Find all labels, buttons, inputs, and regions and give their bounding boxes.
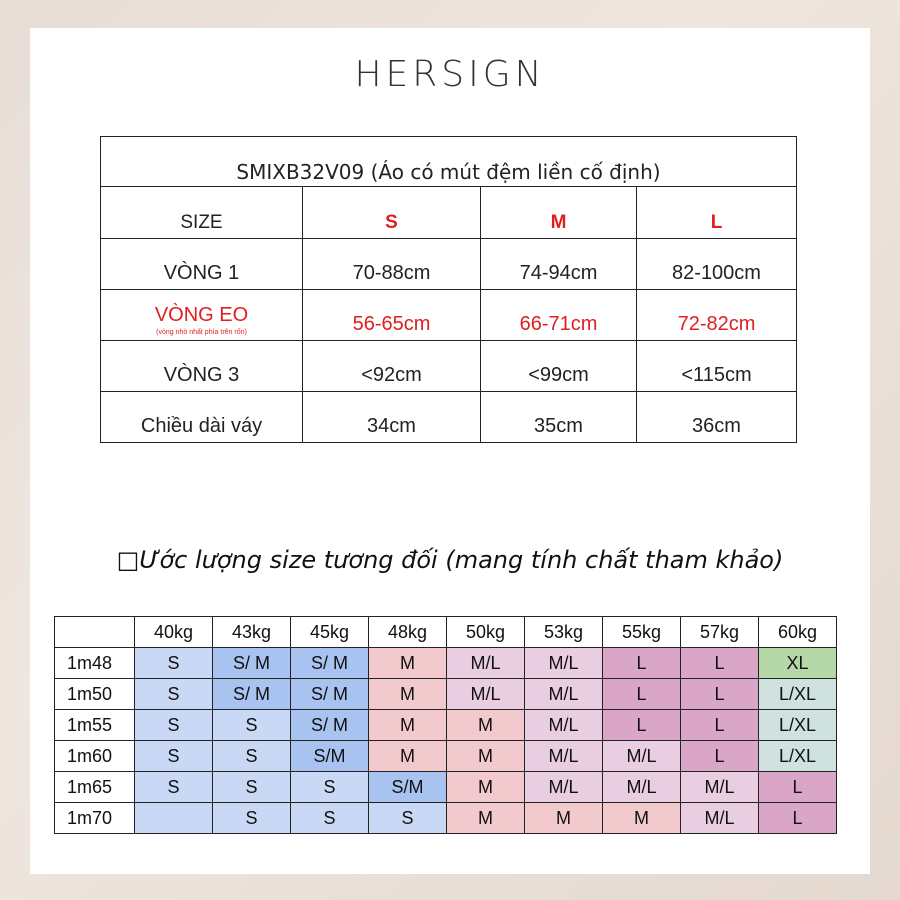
waist-label: VÒNG EO bbox=[154, 304, 249, 326]
size-estimate-cell: M bbox=[447, 741, 525, 772]
size-estimate-cell: S/M bbox=[291, 741, 369, 772]
size-header-l: L bbox=[637, 187, 797, 239]
weight-header: 55kg bbox=[603, 617, 681, 648]
size-estimate-cell: M bbox=[369, 710, 447, 741]
estimate-row bbox=[55, 741, 837, 772]
product-title: SMIXB32V09 (Áo có mút đệm liền cố định) bbox=[101, 137, 797, 187]
size-estimate-cell: S/ M bbox=[291, 679, 369, 710]
size-estimate-cell: M bbox=[369, 648, 447, 679]
size-estimate-cell: XL bbox=[759, 648, 837, 679]
size-estimate-cell: S bbox=[369, 803, 447, 834]
height-label: 1m70 bbox=[55, 803, 135, 834]
estimate-row bbox=[55, 710, 837, 741]
estimate-table bbox=[54, 616, 837, 834]
measure-value: 74-94cm bbox=[481, 239, 637, 290]
weight-header: 40kg bbox=[135, 617, 213, 648]
size-estimate-cell: L bbox=[759, 803, 837, 834]
size-header-label: SIZE bbox=[101, 187, 303, 239]
measure-label: VÒNG 3 bbox=[101, 341, 303, 392]
measure-value: <99cm bbox=[481, 341, 637, 392]
estimate-row bbox=[55, 772, 837, 803]
size-estimate-cell: M/L bbox=[525, 648, 603, 679]
height-label: 1m65 bbox=[55, 772, 135, 803]
size-estimate-cell: M bbox=[603, 803, 681, 834]
size-estimate-cell: L/XL bbox=[759, 679, 837, 710]
waist-note: (vòng nhỏ nhất phía trên rốn) bbox=[156, 329, 247, 336]
estimate-row bbox=[55, 648, 837, 679]
height-label: 1m55 bbox=[55, 710, 135, 741]
size-estimate-cell: S bbox=[291, 772, 369, 803]
size-estimate-cell: L bbox=[603, 710, 681, 741]
weight-header: 48kg bbox=[369, 617, 447, 648]
estimate-row bbox=[55, 803, 837, 834]
size-estimate-cell: L bbox=[759, 772, 837, 803]
size-estimate-cell: M bbox=[447, 710, 525, 741]
measure-value: 56-65cm bbox=[303, 290, 481, 341]
size-estimate-cell: M/L bbox=[681, 772, 759, 803]
size-estimate-cell: L bbox=[681, 741, 759, 772]
size-estimate-cell: S bbox=[213, 710, 291, 741]
measure-value: 72-82cm bbox=[637, 290, 797, 341]
size-header-row bbox=[101, 187, 797, 239]
size-header-m: M bbox=[481, 187, 637, 239]
size-estimate-cell: L bbox=[681, 648, 759, 679]
size-estimate-cell: M/L bbox=[447, 648, 525, 679]
measure-value: 36cm bbox=[637, 392, 797, 443]
height-label: 1m50 bbox=[55, 679, 135, 710]
measure-value: 66-71cm bbox=[481, 290, 637, 341]
size-row bbox=[101, 392, 797, 443]
size-estimate-cell: M/L bbox=[525, 772, 603, 803]
size-estimate-cell: M bbox=[369, 741, 447, 772]
size-estimate-cell: S bbox=[213, 803, 291, 834]
size-estimate-cell: L bbox=[603, 679, 681, 710]
size-estimate-cell: S bbox=[135, 648, 213, 679]
size-estimate-cell: S/ M bbox=[213, 679, 291, 710]
size-table-container bbox=[100, 136, 797, 443]
size-estimate-cell: M/L bbox=[603, 741, 681, 772]
size-row bbox=[101, 290, 797, 341]
size-estimate-cell: M bbox=[525, 803, 603, 834]
weight-header-row bbox=[55, 617, 837, 648]
size-estimate-cell: M bbox=[447, 803, 525, 834]
size-estimate-cell: L bbox=[681, 710, 759, 741]
measure-label bbox=[101, 290, 303, 341]
size-estimate-cell: M/L bbox=[525, 710, 603, 741]
weight-header: 50kg bbox=[447, 617, 525, 648]
size-estimate-cell: M bbox=[447, 772, 525, 803]
size-estimate-cell: L/XL bbox=[759, 741, 837, 772]
measure-value: 70-88cm bbox=[303, 239, 481, 290]
height-label: 1m60 bbox=[55, 741, 135, 772]
estimate-heading bbox=[30, 546, 870, 574]
size-table bbox=[100, 136, 797, 443]
estimate-table-container bbox=[54, 616, 837, 834]
size-estimate-cell: L bbox=[681, 679, 759, 710]
size-estimate-cell: S/ M bbox=[291, 648, 369, 679]
measure-value: 34cm bbox=[303, 392, 481, 443]
measure-label: VÒNG 1 bbox=[101, 239, 303, 290]
measure-value: 82-100cm bbox=[637, 239, 797, 290]
size-estimate-cell: M/L bbox=[525, 679, 603, 710]
size-estimate-cell: S bbox=[135, 741, 213, 772]
size-estimate-cell: S/M bbox=[369, 772, 447, 803]
size-estimate-cell: M/L bbox=[525, 741, 603, 772]
measure-value: <92cm bbox=[303, 341, 481, 392]
weight-header: 57kg bbox=[681, 617, 759, 648]
estimate-heading-text: Ước lượng size tương đối (mang tính chất tham khảo) bbox=[139, 546, 784, 574]
size-estimate-cell: S bbox=[135, 710, 213, 741]
size-estimate-cell: L bbox=[603, 648, 681, 679]
weight-header: 53kg bbox=[525, 617, 603, 648]
weight-header: 45kg bbox=[291, 617, 369, 648]
height-label: 1m48 bbox=[55, 648, 135, 679]
size-estimate-cell: S bbox=[135, 679, 213, 710]
size-header-s: S bbox=[303, 187, 481, 239]
size-estimate-cell: S bbox=[213, 741, 291, 772]
size-estimate-cell: S bbox=[291, 803, 369, 834]
size-row bbox=[101, 239, 797, 290]
size-estimate-cell: M/L bbox=[603, 772, 681, 803]
corner-cell bbox=[55, 617, 135, 648]
brand-logo: HERSIGN bbox=[354, 54, 546, 95]
size-estimate-cell: M/L bbox=[681, 803, 759, 834]
weight-header: 43kg bbox=[213, 617, 291, 648]
measure-value: 35cm bbox=[481, 392, 637, 443]
measure-value: <115cm bbox=[637, 341, 797, 392]
estimate-row bbox=[55, 679, 837, 710]
size-estimate-cell: M bbox=[369, 679, 447, 710]
measure-label: Chiều dài váy bbox=[101, 392, 303, 443]
placeholder-glyph-icon: □ bbox=[116, 546, 140, 574]
size-estimate-cell: M/L bbox=[447, 679, 525, 710]
size-estimate-cell: S bbox=[213, 772, 291, 803]
size-estimate-cell: L/XL bbox=[759, 710, 837, 741]
size-estimate-cell bbox=[135, 803, 213, 834]
size-estimate-cell: S/ M bbox=[291, 710, 369, 741]
size-row bbox=[101, 341, 797, 392]
size-chart-card bbox=[30, 28, 870, 874]
weight-header: 60kg bbox=[759, 617, 837, 648]
size-estimate-cell: S bbox=[135, 772, 213, 803]
size-estimate-cell: S/ M bbox=[213, 648, 291, 679]
